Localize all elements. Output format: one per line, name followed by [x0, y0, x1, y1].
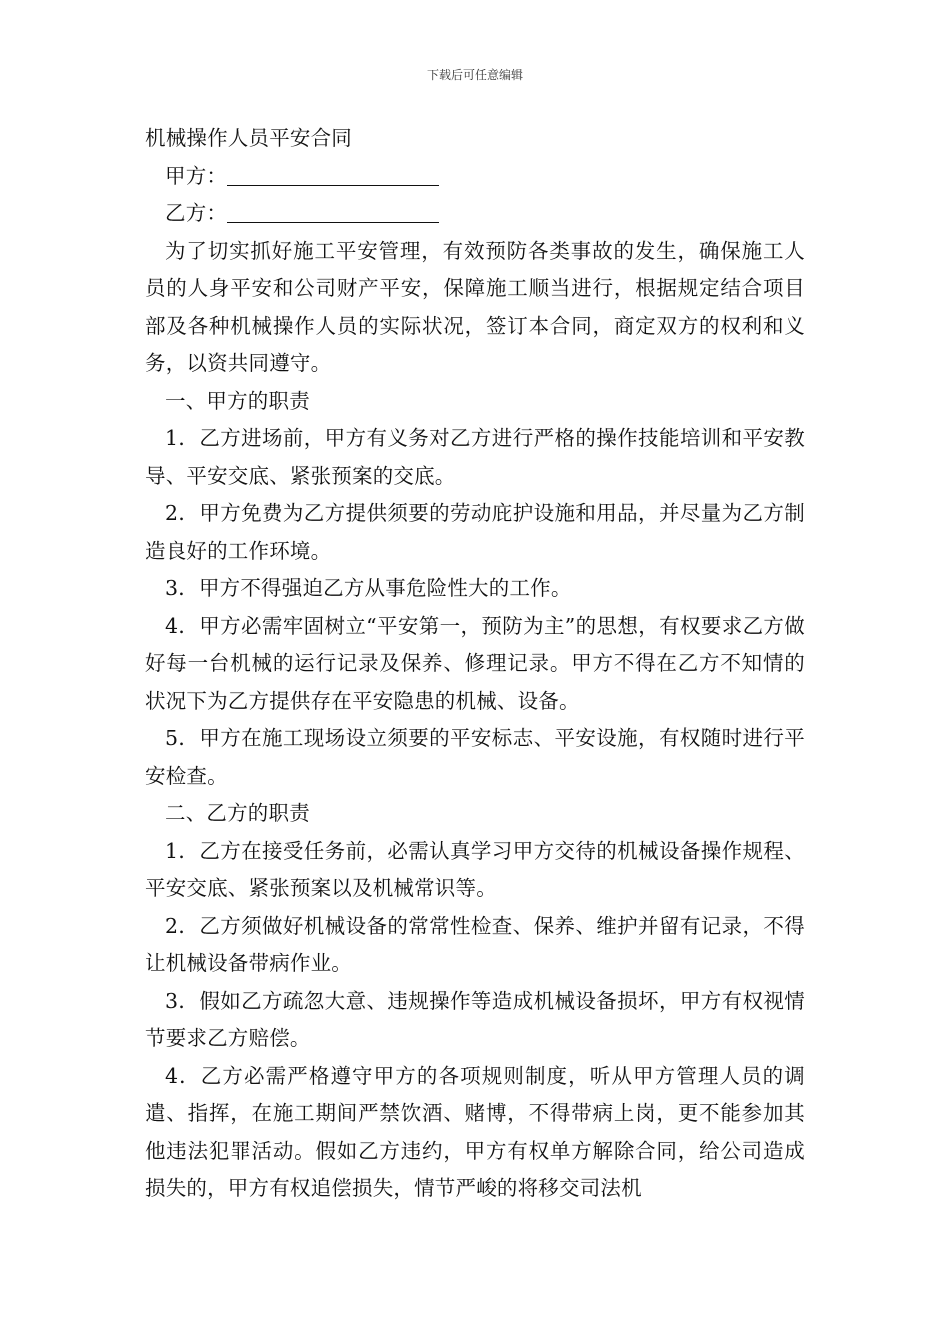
clause-b-1: 1．乙方在接受任务前，必需认真学习甲方交待的机械设备操作规程、平安交底、紧张预案以及机械常识等。 — [145, 838, 805, 900]
clause-a-5: 5．甲方在施工现场设立须要的平安标志、平安设施，有权随时进行平安检查。 — [145, 726, 805, 788]
party-b-label: 乙方： — [165, 201, 228, 225]
party-b-line — [145, 195, 805, 233]
clause-b-4: 4．乙方必需严格遵守甲方的各项规则制度，听从甲方管理人员的调遣、指挥，在施工期间严禁饮酒、赌博，不得带病上岗，更不能参加其他违法犯罪活动。假如乙方违约，甲方有权单方解除合同，给公司造成损失的，甲方有权追偿损失，情节严峻的将移交司法机 — [145, 1063, 805, 1200]
section-heading-party-b-duties: 二、乙方的职责 — [165, 801, 310, 825]
intro-paragraph: 为了切实抓好施工平安管理，有效预防各类事故的发生，确保施工人员的人身平安和公司财产平安，保障施工顺当进行，根据规定结合项目部及各种机械操作人员的实际状况，签订本合同，商定双方的权利和义务，以资共同遵守。 — [145, 238, 805, 375]
clause-b-3: 3．假如乙方疏忽大意、违规操作等造成机械设备损坏，甲方有权视情节要求乙方赔偿。 — [145, 988, 805, 1050]
party-a-blank — [227, 163, 439, 186]
clause-a-3: 3．甲方不得强迫乙方从事危险性大的工作。 — [165, 576, 572, 600]
header-note: 下载后可任意编辑 — [426, 68, 523, 82]
document-title: 机械操作人员平安合同 — [145, 126, 352, 150]
clause-b-2: 2．乙方须做好机械设备的常常性检查、保养、维护并留有记录，不得让机械设备带病作业。 — [145, 913, 805, 975]
clause-a-4: 4．甲方必需牢固树立“平安第一，预防为主”的思想，有权要求乙方做好每一台机械的运行记录及保养、修理记录。甲方不得在乙方不知情的状况下为乙方提供存在平安隐患的机械、设备。 — [145, 613, 805, 713]
party-b-blank — [227, 200, 439, 223]
clause-a-2: 2．甲方免费为乙方提供须要的劳动庇护设施和用品，并尽量为乙方制造良好的工作环境。 — [145, 501, 805, 563]
party-a-label: 甲方： — [165, 163, 228, 188]
clause-a-1: 1．乙方进场前，甲方有义务对乙方进行严格的操作技能培训和平安教导、平安交底、紧张预案的交底。 — [145, 426, 805, 488]
document-body — [145, 120, 805, 1208]
party-a-line — [145, 158, 805, 196]
section-heading-party-a-duties: 一、甲方的职责 — [165, 388, 310, 413]
